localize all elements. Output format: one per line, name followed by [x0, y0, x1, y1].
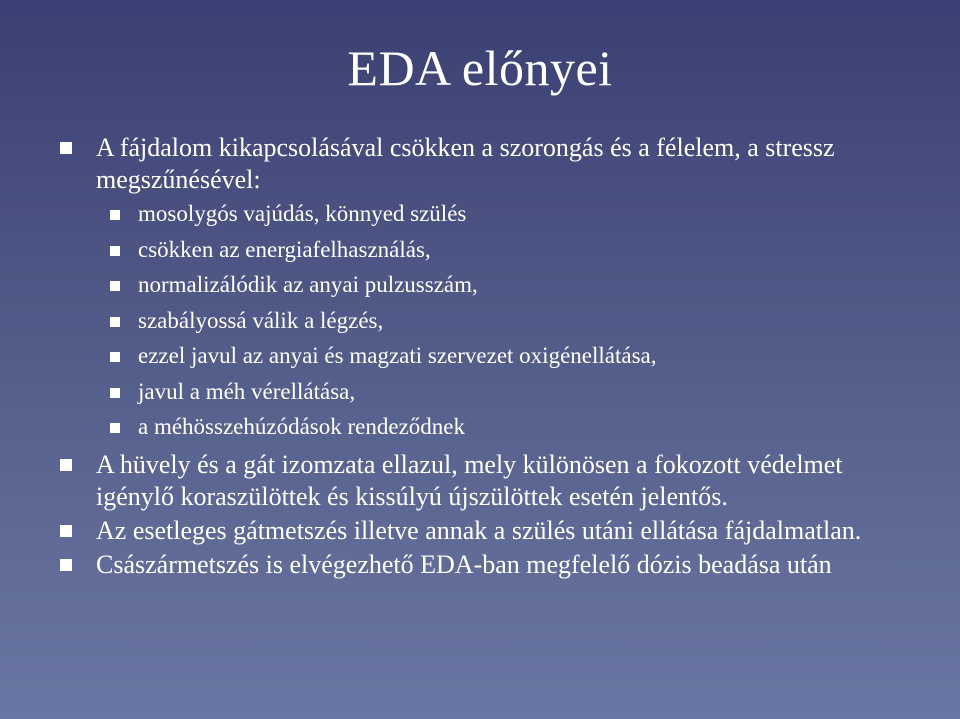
sub-list-item: [110, 413, 920, 440]
sub-list-item: [110, 307, 920, 334]
square-bullet-icon: [110, 388, 120, 398]
square-bullet-icon: [110, 281, 120, 291]
sub-list-item-text: mosolygós vajúdás, könnyed szülés: [138, 201, 467, 226]
sub-list-item: [110, 378, 920, 405]
list-item-2: [60, 449, 920, 513]
sub-list-item-text: javul a méh vérellátása,: [138, 378, 356, 404]
sub-list-item: [110, 236, 920, 263]
list-item-4: [60, 549, 920, 581]
list-item-3: [60, 515, 920, 547]
slide-title: EDA előnyei: [347, 40, 613, 96]
sub-list-item: [110, 271, 920, 298]
square-bullet-icon: [110, 423, 120, 433]
sub-list-item-text: a méhösszehúzódások rendeződnek: [138, 414, 465, 439]
square-bullet-icon: [110, 210, 120, 220]
sub-list-item-text: csökken az energiafelhasználás,: [138, 236, 431, 262]
sub-list-item: [110, 200, 920, 227]
sub-list-item-text: szabályossá válik a légzés,: [138, 307, 384, 333]
square-bullet-icon: [60, 459, 72, 471]
square-bullet-icon: [110, 317, 120, 327]
bullet-list: [60, 132, 920, 583]
square-bullet-icon: [60, 525, 72, 537]
list-item-text: Császármetszés is elvégezhető EDA-ban megfelelő dózis beadása után: [96, 549, 832, 579]
sub-bullet-list: [96, 200, 920, 440]
square-bullet-icon: [110, 352, 120, 362]
list-item-text: A fájdalom kikapcsolásával csökken a szorongás és a félelem, a stressz megszűnésével:: [96, 133, 835, 194]
square-bullet-icon: [60, 559, 72, 571]
sub-list-item-text: normalizálódik az anyai pulzusszám,: [138, 272, 478, 297]
list-item-text: A hüvely és a gát izomzata ellazul, mely különösen a fokozott védelmet igénylő koraszülöttek és kissúlyú újszülöttek esetén jelentős.: [96, 449, 843, 511]
list-item-text: Az esetleges gátmetszés illetve annak a szülés utáni ellátása fájdalmatlan.: [96, 515, 862, 545]
square-bullet-icon: [60, 142, 72, 154]
sub-list-item-text: ezzel javul az anyai és magzati szervezet oxigénellátása,: [138, 343, 657, 368]
list-item-1: [60, 132, 920, 440]
sub-list-item: [110, 342, 920, 369]
square-bullet-icon: [110, 246, 120, 256]
